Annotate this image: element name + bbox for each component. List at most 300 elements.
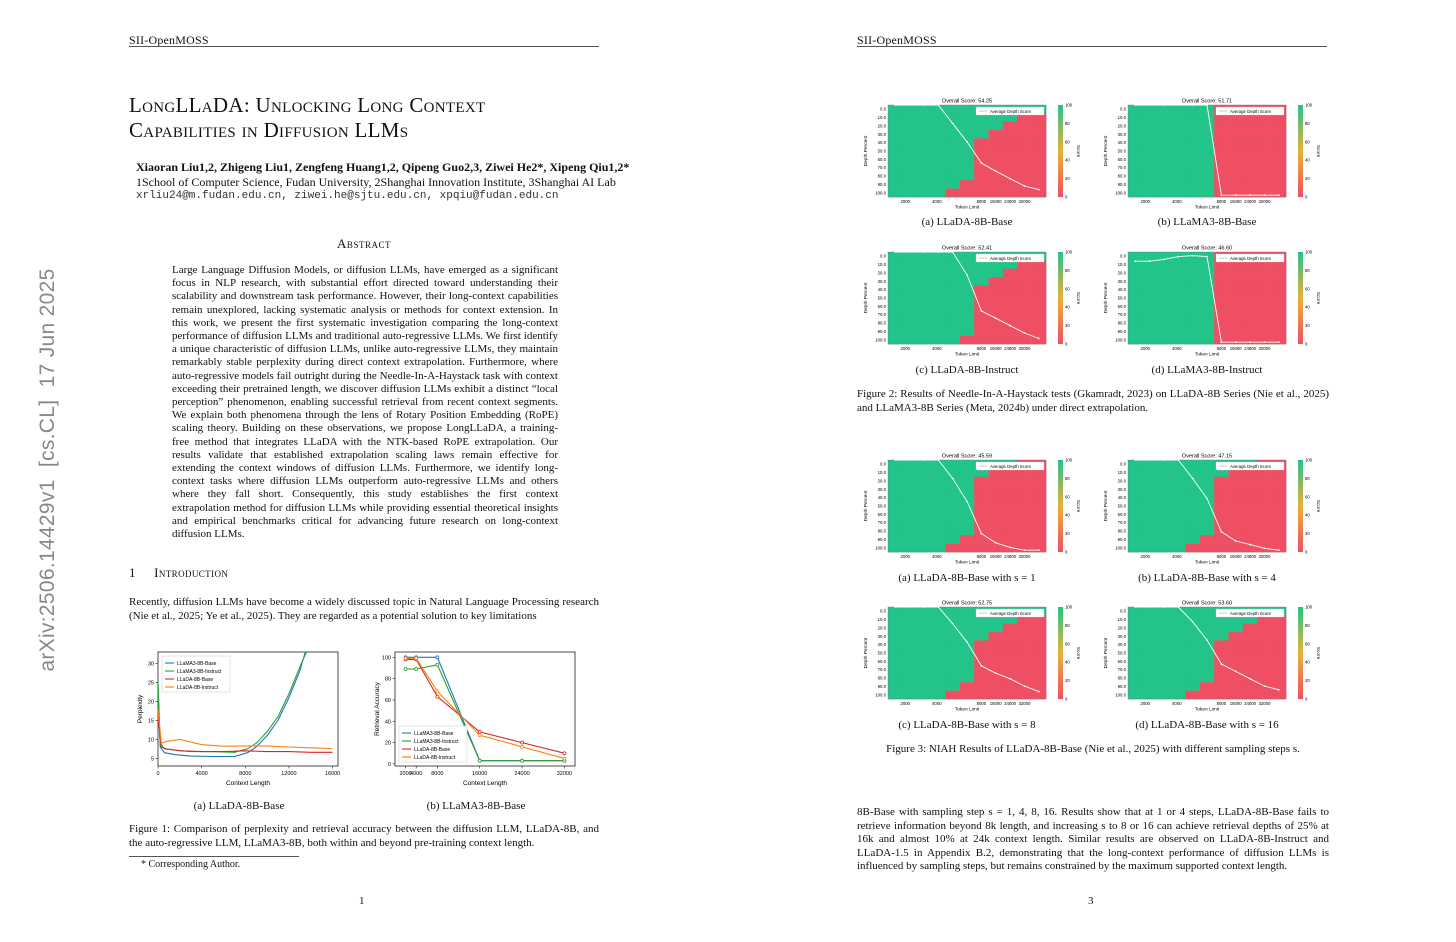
y-tick-label: 60.0 — [877, 511, 886, 517]
heatmap-cell — [1257, 624, 1272, 633]
heatmap-cell — [1229, 519, 1244, 528]
heatmap-cell — [974, 302, 989, 311]
heatmap-cell — [989, 510, 1004, 519]
y-tick-label: 20.0 — [877, 478, 886, 484]
heatmap-cell — [1157, 468, 1172, 477]
heatmap-cell — [1200, 302, 1215, 311]
y-tick-label: 60.0 — [1117, 156, 1126, 162]
heatmap-cell — [1272, 180, 1287, 189]
heatmap-cell — [1128, 544, 1143, 553]
heatmap-cell — [1272, 649, 1287, 658]
heatmap-cell — [945, 189, 960, 198]
heatmap-cell — [1272, 302, 1287, 311]
heatmap-cell — [931, 327, 946, 336]
heatmap-title: Overall Score: 46.60 — [1181, 245, 1233, 252]
heatmap-cell — [1229, 640, 1244, 649]
heatmap-cell — [1142, 319, 1157, 328]
heatmap-cell — [1142, 147, 1157, 156]
average-depth-point — [1206, 256, 1208, 258]
heatmap-cell — [989, 493, 1004, 502]
heatmap-cell — [1157, 327, 1172, 336]
heatmap-cell — [902, 155, 917, 164]
heatmap-cell — [1200, 327, 1215, 336]
heatmap-title: Overall Score: 45.59 — [941, 453, 993, 460]
heatmap-cell — [888, 302, 903, 311]
heatmap-title: Overall Score: 54.25 — [941, 98, 993, 105]
colorbar-tick-label: 60 — [1305, 641, 1310, 647]
heatmap-cell — [960, 666, 975, 675]
heatmap-cell — [888, 113, 903, 122]
heatmap-cell — [1171, 105, 1186, 114]
heatmap-cell — [1157, 493, 1172, 502]
heatmap-cell — [1171, 277, 1186, 286]
heatmap-cell — [1272, 666, 1287, 675]
heatmap-cell — [1200, 527, 1215, 536]
heatmap-cell — [989, 682, 1004, 691]
x-tick-label: 2000 — [900, 554, 911, 559]
heatmap-cell — [1257, 691, 1272, 700]
heatmap-cell — [1017, 138, 1032, 147]
heatmap-cell — [1200, 615, 1215, 624]
heatmap-cell — [1003, 277, 1018, 286]
colorbar-tick-label: 20 — [1065, 531, 1070, 537]
average-depth-point — [1024, 332, 1026, 334]
heatmap-cell — [1171, 607, 1186, 616]
heatmap-cell — [1229, 277, 1244, 286]
heatmap-cell — [1200, 269, 1215, 278]
heatmap-cell — [1272, 130, 1287, 139]
heatmap-legend-label: Average Depth Score — [990, 464, 1032, 469]
y-tick-label: 60.0 — [877, 658, 886, 664]
heatmap-cell — [888, 147, 903, 156]
heatmap-cell — [1185, 493, 1200, 502]
heatmap-cell — [1214, 138, 1229, 147]
heatmap-cell — [1229, 477, 1244, 486]
heatmap-cell — [1200, 189, 1215, 198]
heatmap-cell — [902, 682, 917, 691]
heatmap-cell — [1157, 624, 1172, 633]
title-line-2: Capabilities in Diffusion LLMs — [129, 118, 409, 142]
average-depth-point — [1134, 459, 1136, 461]
heatmap-cell — [974, 657, 989, 666]
y-tick-label: 5 — [150, 756, 154, 763]
data-point — [404, 668, 407, 671]
heatmap-cell — [989, 122, 1004, 131]
heatmap-title: Overall Score: 52.75 — [941, 600, 993, 607]
average-depth-point — [952, 478, 954, 480]
heatmap-legend-label: Average Depth Score — [1230, 464, 1272, 469]
heatmap-cell — [888, 327, 903, 336]
heatmap-cell — [945, 657, 960, 666]
x-tick-label: 8000 — [976, 554, 987, 559]
heatmap-cell — [931, 260, 946, 269]
x-tick-label: 16000 — [1229, 199, 1242, 204]
x-axis-label: Token Limit — [1194, 352, 1220, 358]
heatmap-cell — [1243, 640, 1258, 649]
heatmap-cell — [974, 189, 989, 198]
figure-3b-niah-heatmap — [1098, 451, 1318, 567]
heatmap-cell — [945, 277, 960, 286]
heatmap-cell — [1185, 122, 1200, 131]
colorbar-tick-label: 20 — [1065, 176, 1070, 182]
heatmap-cell — [917, 147, 932, 156]
y-tick-label: 50.0 — [877, 503, 886, 509]
y-tick-label: 100.0 — [1115, 692, 1126, 698]
heatmap-cell — [1185, 189, 1200, 198]
heatmap-cell — [931, 138, 946, 147]
heatmap-cell — [888, 493, 903, 502]
heatmap-cell — [1142, 336, 1157, 345]
heatmap-cell — [1214, 302, 1229, 311]
x-axis-label: Token Limit — [1194, 205, 1220, 211]
heatmap-cell — [1257, 327, 1272, 336]
heatmap-cell — [917, 311, 932, 320]
y-tick-label: 80.0 — [1117, 320, 1126, 326]
heatmap-cell — [960, 105, 975, 114]
heatmap-cell — [1257, 130, 1272, 139]
heatmap-cell — [960, 691, 975, 700]
heatmap-cell — [917, 632, 932, 641]
heatmap-cell — [1003, 130, 1018, 139]
heatmap-cell — [1157, 649, 1172, 658]
heatmap-cell — [931, 674, 946, 683]
heatmap-cell — [1171, 155, 1186, 164]
heatmap-cell — [1142, 649, 1157, 658]
heatmap-cell — [1157, 502, 1172, 511]
heatmap-cell — [1171, 269, 1186, 278]
heatmap-cell — [960, 519, 975, 528]
heatmap-cell — [931, 311, 946, 320]
colorbar-tick-label: 80 — [1305, 267, 1310, 273]
colorbar-tick-label: 100 — [1065, 102, 1073, 108]
heatmap-cell — [1157, 113, 1172, 122]
figure-1a-subcaption: (a) LLaDA-8B-Base — [193, 800, 285, 812]
y-tick-label: 90.0 — [877, 181, 886, 187]
heatmap-cell — [1185, 691, 1200, 700]
heatmap-cell — [1214, 544, 1229, 553]
y-axis-label: Depth Percent — [1104, 490, 1109, 522]
y-axis-label: Depth Percent — [1104, 637, 1109, 669]
x-tick-label: 8000 — [1216, 554, 1227, 559]
heatmap-cell — [974, 649, 989, 658]
heatmap-cell — [1243, 527, 1258, 536]
heatmap-cell — [1272, 285, 1287, 294]
heatmap-cell — [1142, 277, 1157, 286]
heatmap-cell — [960, 285, 975, 294]
heatmap-cell — [1200, 682, 1215, 691]
heatmap-cell — [931, 147, 946, 156]
x-axis-label: Token Limit — [954, 205, 980, 211]
heatmap-cell — [974, 277, 989, 286]
average-depth-point — [980, 665, 982, 667]
colorbar-tick-label: 40 — [1065, 304, 1070, 310]
heatmap-cell — [1032, 138, 1047, 147]
figure-2c-subcaption: (c) LLaDA-8B-Instruct — [915, 364, 1019, 376]
heatmap-cell — [974, 544, 989, 553]
heatmap-cell — [1032, 277, 1047, 286]
heatmap-cell — [1229, 691, 1244, 700]
heatmap-cell — [1032, 180, 1047, 189]
average-depth-point — [966, 141, 968, 143]
heatmap-cell — [1003, 535, 1018, 544]
heatmap-cell — [1171, 519, 1186, 528]
heatmap-cell — [1200, 294, 1215, 303]
heatmap-cell — [1017, 147, 1032, 156]
heatmap-cell — [1185, 164, 1200, 173]
heatmap-cell — [1128, 535, 1143, 544]
heatmap-cell — [931, 336, 946, 345]
heatmap-cell — [1200, 535, 1215, 544]
figure-2a-niah-heatmap — [858, 96, 1078, 212]
average-depth-point — [1278, 689, 1280, 691]
heatmap-cell — [960, 277, 975, 286]
heatmap-cell — [1142, 252, 1157, 261]
y-tick-label: 60.0 — [1117, 303, 1126, 309]
heatmap-cell — [917, 477, 932, 486]
heatmap-cell — [1257, 519, 1272, 528]
heatmap-cell — [1128, 510, 1143, 519]
colorbar-tick-label: 40 — [1065, 512, 1070, 518]
heatmap-cell — [931, 544, 946, 553]
heatmap-cell — [1200, 113, 1215, 122]
heatmap-cell — [1017, 674, 1032, 683]
heatmap-cell — [960, 527, 975, 536]
x-tick-label: 16000 — [989, 554, 1002, 559]
heatmap-cell — [1032, 302, 1047, 311]
heatmap-cell — [1032, 327, 1047, 336]
x-axis-label: Token Limit — [1194, 707, 1220, 713]
legend-label: LLaMA3-8B-Base — [414, 731, 454, 737]
heatmap-cell — [1200, 485, 1215, 494]
heatmap-cell — [1142, 269, 1157, 278]
heatmap-cell — [1142, 302, 1157, 311]
heatmap-cell — [1171, 544, 1186, 553]
y-tick-label: 30.0 — [1117, 278, 1126, 284]
heatmap-cell — [1157, 122, 1172, 131]
heatmap-cell — [1257, 485, 1272, 494]
average-depth-point — [909, 104, 911, 106]
heatmap-cell — [917, 336, 932, 345]
heatmap-cell — [1185, 180, 1200, 189]
heatmap-cell — [1128, 155, 1143, 164]
colorbar — [1298, 460, 1303, 552]
average-depth-point — [937, 251, 939, 253]
x-axis-label: Token Limit — [1194, 560, 1220, 566]
heatmap-cell — [1128, 252, 1143, 261]
figure-2b-niah-heatmap — [1098, 96, 1318, 212]
colorbar-tick-label: 100 — [1305, 604, 1313, 610]
average-depth-point — [909, 606, 911, 608]
heatmap-cell — [1257, 493, 1272, 502]
heatmap-cell — [1229, 122, 1244, 131]
y-tick-label: 50.0 — [877, 148, 886, 154]
average-depth-point — [966, 641, 968, 643]
y-tick-label: 40.0 — [1117, 495, 1126, 501]
y-tick-label: 100.0 — [1115, 545, 1126, 551]
heatmap-cell — [1157, 527, 1172, 536]
heatmap-cell — [989, 477, 1004, 486]
heatmap-cell — [974, 269, 989, 278]
average-depth-point — [1249, 194, 1251, 196]
colorbar-tick-label: 60 — [1065, 494, 1070, 500]
heatmap-cell — [1171, 666, 1186, 675]
colorbar-tick-label: 0 — [1065, 696, 1068, 702]
heatmap-cell — [1185, 302, 1200, 311]
heatmap-cell — [931, 180, 946, 189]
heatmap-cell — [1128, 138, 1143, 147]
heatmap-cell — [1128, 164, 1143, 173]
colorbar-label: Score — [1075, 144, 1080, 158]
heatmap-cell — [945, 269, 960, 278]
heatmap-cell — [1128, 294, 1143, 303]
heatmap-cell — [1003, 269, 1018, 278]
y-tick-label: 10.0 — [877, 617, 886, 623]
heatmap-cell — [1157, 189, 1172, 198]
heatmap-cell — [1214, 493, 1229, 502]
heatmap-cell — [1171, 294, 1186, 303]
heatmap-cell — [1272, 640, 1287, 649]
heatmap-cell — [960, 311, 975, 320]
heatmap-cell — [917, 122, 932, 131]
heatmap-cell — [1214, 269, 1229, 278]
heatmap-cell — [902, 485, 917, 494]
x-tick-label: 32000 — [1018, 199, 1031, 204]
x-tick-label: 8000 — [431, 771, 444, 777]
heatmap-cell — [931, 649, 946, 658]
x-axis-label: Token Limit — [954, 560, 980, 566]
heatmap-cell — [1272, 311, 1287, 320]
x-tick-label: 24000 — [1004, 701, 1017, 706]
x-tick-label: 24000 — [1004, 346, 1017, 351]
y-tick-label: 20.0 — [877, 625, 886, 631]
heatmap-cell — [1003, 666, 1018, 675]
x-tick-label: 4000 — [1172, 701, 1182, 706]
average-depth-point — [952, 251, 954, 253]
heatmap-cell — [888, 260, 903, 269]
heatmap-cell — [945, 535, 960, 544]
y-tick-label: 30.0 — [877, 633, 886, 639]
heatmap-cell — [888, 252, 903, 261]
heatmap-cell — [945, 674, 960, 683]
heatmap-cell — [1185, 327, 1200, 336]
author-list: Xiaoran Liu1,2, Zhigeng Liu1, Zengfeng Huang1,2, Qipeng Guo2,3, Ziwei He2*, Xipeng Qiu1,2* — [136, 160, 630, 174]
heatmap-cell — [960, 336, 975, 345]
colorbar-tick-label: 100 — [1305, 102, 1313, 108]
average-depth-point — [1163, 459, 1165, 461]
average-depth-point — [1278, 341, 1280, 343]
heatmap-cell — [960, 682, 975, 691]
average-depth-point — [1177, 256, 1179, 258]
heatmap-cell — [1229, 138, 1244, 147]
average-depth-point — [1264, 194, 1266, 196]
y-tick-label: 10.0 — [1117, 262, 1126, 268]
heatmap-cell — [960, 657, 975, 666]
heatmap-cell — [1200, 319, 1215, 328]
heatmap-cell — [1214, 485, 1229, 494]
heatmap-cell — [902, 527, 917, 536]
heatmap-cell — [1017, 189, 1032, 198]
heatmap-cell — [1185, 130, 1200, 139]
colorbar-tick-label: 60 — [1065, 139, 1070, 145]
heatmap-cell — [974, 682, 989, 691]
heatmap-cell — [1185, 105, 1200, 114]
heatmap-cell — [931, 122, 946, 131]
heatmap-cell — [1229, 485, 1244, 494]
colorbar-label: Score — [1315, 646, 1320, 660]
heatmap-cell — [1032, 510, 1047, 519]
heatmap-cell — [945, 691, 960, 700]
heatmap-cell — [917, 302, 932, 311]
x-tick-label: 8000 — [976, 701, 987, 706]
heatmap-cell — [945, 105, 960, 114]
colorbar-tick-label: 100 — [1305, 249, 1313, 255]
heatmap-cell — [931, 527, 946, 536]
average-depth-point — [1038, 338, 1040, 340]
heatmap-cell — [888, 607, 903, 616]
abstract-heading: Abstract — [337, 236, 391, 251]
heatmap-cell — [1229, 319, 1244, 328]
heatmap-cell — [1017, 640, 1032, 649]
y-axis-label: Depth Percent — [864, 135, 869, 167]
heatmap-cell — [974, 147, 989, 156]
heatmap-cell — [1128, 477, 1143, 486]
heatmap-cell — [888, 649, 903, 658]
heatmap-cell — [1200, 122, 1215, 131]
heatmap-cell — [1171, 674, 1186, 683]
average-depth-point — [1264, 547, 1266, 549]
heatmap-cell — [1032, 649, 1047, 658]
heatmap-cell — [1243, 277, 1258, 286]
y-tick-label: 10.0 — [1117, 617, 1126, 623]
heatmap-cell — [931, 535, 946, 544]
heatmap-cell — [1032, 485, 1047, 494]
heatmap-cell — [1157, 632, 1172, 641]
heatmap-cell — [989, 502, 1004, 511]
heatmap-cell — [945, 666, 960, 675]
heatmap-cell — [931, 172, 946, 181]
heatmap-cell — [902, 502, 917, 511]
average-depth-point — [894, 251, 896, 253]
heatmap-cell — [1185, 138, 1200, 147]
heatmap-cell — [1003, 138, 1018, 147]
heatmap-cell — [1157, 691, 1172, 700]
heatmap-cell — [960, 327, 975, 336]
header-rule-left — [129, 46, 599, 47]
heatmap-cell — [902, 493, 917, 502]
average-depth-point — [1206, 104, 1208, 106]
average-depth-point — [980, 310, 982, 312]
heatmap-cell — [1243, 682, 1258, 691]
heatmap-cell — [1229, 527, 1244, 536]
x-tick-label: 8000 — [239, 771, 252, 777]
heatmap-cell — [945, 502, 960, 511]
heatmap-cell — [974, 510, 989, 519]
heatmap-cell — [1200, 336, 1215, 345]
heatmap-cell — [1200, 666, 1215, 675]
heatmap-cell — [931, 285, 946, 294]
colorbar — [1298, 105, 1303, 197]
heatmap-cell — [1185, 674, 1200, 683]
heatmap-cell — [931, 485, 946, 494]
average-depth-point — [937, 104, 939, 106]
heatmap-cell — [945, 544, 960, 553]
heatmap-cell — [1128, 311, 1143, 320]
heatmap-cell — [1171, 147, 1186, 156]
heatmap-cell — [1003, 502, 1018, 511]
data-point — [436, 695, 439, 698]
heatmap-cell — [1017, 155, 1032, 164]
heatmap-cell — [917, 468, 932, 477]
